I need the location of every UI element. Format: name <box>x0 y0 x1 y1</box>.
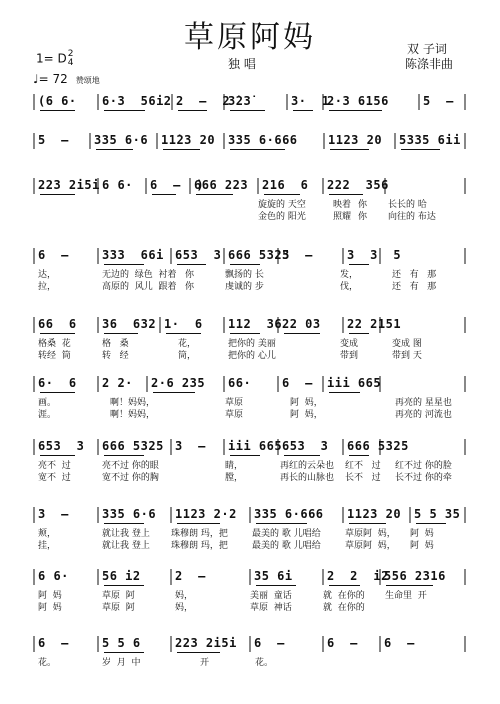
measure: 2 2· <box>102 376 133 390</box>
lyric-2: 长不 过 <box>345 473 381 483</box>
score-row <box>0 567 500 637</box>
measure: 6 – <box>254 636 285 650</box>
lyric-2: 膛， <box>225 473 244 483</box>
measure: 5 – <box>423 94 454 108</box>
beam-line <box>96 149 133 150</box>
lyric-2: 宽不过 你的胸 <box>102 473 159 483</box>
measure: 22 2151 <box>347 317 402 331</box>
measure: 5 – <box>38 133 69 147</box>
measure: 35 6i <box>254 569 293 583</box>
measure: 6 6· <box>102 178 133 192</box>
beam-line <box>330 149 369 150</box>
lyric-1: 开 <box>200 658 210 668</box>
bar-lines <box>0 634 500 658</box>
lyric-2: 伐， <box>340 282 359 292</box>
lyric-1: 花， <box>178 339 197 349</box>
time-signature <box>68 50 74 68</box>
beam-line <box>230 110 265 111</box>
measure: 36 632 <box>102 317 157 331</box>
lyric-1: 长长的 哈 <box>388 200 427 210</box>
beam-line <box>329 392 360 393</box>
measure: 112 36 <box>228 317 283 331</box>
lyric-2: 你 <box>358 212 368 222</box>
measure: iii 665 <box>228 439 283 453</box>
score-row <box>0 246 500 316</box>
lyric-2: 向往的 布达 <box>388 212 436 222</box>
beam-line <box>264 194 300 195</box>
beam-line <box>178 110 207 111</box>
measure: 5 5 6 <box>102 636 141 650</box>
measure: 666 223 <box>194 178 249 192</box>
measure: 3 – <box>38 507 69 521</box>
expression-marking: 赞颂地 <box>75 76 100 85</box>
score-row <box>0 437 500 507</box>
time-bottom: 4 <box>67 58 74 68</box>
lyric-1: 亮不过 你的眼 <box>102 461 159 471</box>
beam-line <box>177 523 220 524</box>
measure: 6·3 56i2 <box>102 94 172 108</box>
lyric-2: 就让我 登上 <box>102 541 150 551</box>
lyric-2: 带到 <box>340 351 359 361</box>
measure: 6 – ) <box>150 178 205 192</box>
measure: 223 2i5i <box>38 178 100 192</box>
measure: 653 3 <box>282 439 329 453</box>
tempo-value: ♩= 72 <box>33 72 68 86</box>
lyric-1: 就 在你的 <box>323 591 365 601</box>
measure: 223 2i5i <box>175 636 237 650</box>
lyric-2: 再亮的 河流也 <box>395 410 452 420</box>
lyric-1: 阿 妈 <box>410 529 434 539</box>
lyric-2: 就 在你的 <box>323 603 365 613</box>
beam-line <box>40 455 75 456</box>
lyric-1: 达， <box>38 270 57 280</box>
lyric-2: 啊！妈妈， <box>110 410 156 420</box>
lyric-2: 长不过 你的牵 <box>395 473 452 483</box>
score-row <box>0 505 500 575</box>
lyric-2: 最美的 歌 儿唱给 <box>252 541 321 551</box>
lyric-1: 再亮的 星星也 <box>395 398 452 408</box>
beam-line <box>196 194 233 195</box>
measure: 335 6·6 <box>94 133 149 147</box>
beam-line <box>40 110 75 111</box>
beam-line <box>40 392 75 393</box>
lyric-2: 阿 妈 <box>410 541 434 551</box>
lyric-1: 飘扬的 长 <box>225 270 264 280</box>
beam-line <box>177 652 220 653</box>
lyric-1: 红不过 你的脸 <box>395 461 452 471</box>
lyric-1: 花。 <box>255 658 274 668</box>
measure: (6 6· <box>38 94 77 108</box>
measure: 1123 2·2 <box>175 507 237 521</box>
lyric-1: 颊， <box>38 529 57 539</box>
beam-line <box>386 585 433 586</box>
beam-line <box>349 523 386 524</box>
beam-line <box>284 333 320 334</box>
score-row <box>0 176 500 246</box>
measure: 6 – <box>38 636 69 650</box>
lyric-1: 美丽 童话 <box>250 591 292 601</box>
measure: 5 5 35 <box>414 507 461 521</box>
lyric-2: 高原的 风儿 跟着 你 <box>102 282 195 292</box>
lyric-1: 变成 <box>340 339 359 349</box>
measure: 653 3 <box>175 248 222 262</box>
lyric-1: 阿 妈， <box>290 398 323 408</box>
beam-line <box>349 333 369 334</box>
measure: 6 – <box>384 636 415 650</box>
lyric-2: 转经 筒 <box>38 351 71 361</box>
beam-line <box>153 392 195 393</box>
lyric-2: 转 经 <box>102 351 129 361</box>
key-signature <box>36 50 73 68</box>
lyric-1: 就让我 登上 <box>102 529 150 539</box>
measure: 3̇23̇ <box>228 94 252 108</box>
measure: 2·6 235 <box>151 376 206 390</box>
lyric-1: 亮不 过 <box>38 461 71 471</box>
lyric-1: 格桑 花 <box>38 339 71 349</box>
beam-line <box>104 110 145 111</box>
lyric-1: 无边的 绿色 衬着 你 <box>102 270 195 280</box>
lyric-1: 睛， <box>225 461 244 471</box>
lyric-1: 草原 <box>225 398 244 408</box>
measure: 2 – 2 <box>176 94 231 108</box>
lyric-1: 旋旋的 天空 <box>258 200 306 210</box>
beam-line <box>256 523 307 524</box>
measure: 3 3 5 <box>347 248 402 262</box>
beam-line <box>104 264 144 265</box>
beam-line <box>230 455 260 456</box>
measure: 66· <box>228 376 252 390</box>
lyric-2: 金色的 阳光 <box>258 212 306 222</box>
beam-line <box>329 194 363 195</box>
lyric-1: 再红的云朵也 <box>280 461 335 471</box>
lyric-2: 带到 天 <box>392 351 422 361</box>
lyric-2: 还 有 那 <box>392 282 437 292</box>
measure: 3 – <box>282 248 313 262</box>
beam-line <box>256 585 296 586</box>
lyric-2: 草原 <box>225 410 244 420</box>
measure: iii 665 <box>327 376 382 390</box>
lyric-2: 涯。 <box>38 410 57 420</box>
measure: 335 6·666 <box>254 507 324 521</box>
measure: 2 – <box>175 569 206 583</box>
beam-line <box>230 333 260 334</box>
beam-line <box>152 194 176 195</box>
measure: 666 5325 <box>228 248 290 262</box>
lyric-2: 珠穆朗 玛，把 <box>171 541 228 551</box>
measure: 222 356 <box>327 178 389 192</box>
measure: 216 6 <box>262 178 309 192</box>
lyric-1: 草原 阿 <box>102 591 135 601</box>
lyric-2: 草原阿 妈， <box>345 541 396 551</box>
lyric-2: 草原 神话 <box>250 603 292 613</box>
lyric-1: 阿 妈 <box>38 591 62 601</box>
lyric-1: 生命里 开 <box>385 591 427 601</box>
measure: 333 66i <box>102 248 164 262</box>
lyric-2: 宽不 过 <box>38 473 71 483</box>
beam-line <box>104 652 144 653</box>
lyric-2: 筒， <box>178 351 197 361</box>
beam-line <box>163 149 200 150</box>
beam-line <box>401 149 440 150</box>
key-label: 1= D <box>36 51 67 66</box>
measure: 66 6 <box>38 317 77 331</box>
measure: 556 2316 <box>384 569 446 583</box>
measure: 6 6· <box>38 569 69 583</box>
beam-line <box>349 455 369 456</box>
measure: 653 3 <box>38 439 85 453</box>
lyric-2: 把你的 心儿 <box>228 351 276 361</box>
beam-line <box>416 523 446 524</box>
measure: 56 i2 <box>102 569 141 583</box>
lyric-1: 格 桑 <box>102 339 129 349</box>
measure: 22 03 <box>282 317 321 331</box>
lyric-1: 变成 图 <box>392 339 422 349</box>
beam-line <box>230 149 285 150</box>
measure: 5335 6ii <box>399 133 461 147</box>
lyric-1: 红不 过 <box>345 461 381 471</box>
measure: 1123 20 <box>328 133 383 147</box>
lyric-2: 虔诚的 步 <box>225 282 264 292</box>
tempo-marking <box>33 72 100 86</box>
beam-line <box>177 264 206 265</box>
score-row <box>0 374 500 444</box>
time-top: 2 <box>67 49 74 59</box>
lyric-2: 阿 妈 <box>38 603 62 613</box>
lyric-2: 照耀 <box>333 212 352 222</box>
measure: 666 5325 <box>347 439 409 453</box>
measure: 6 – <box>38 248 69 262</box>
lyric-1: 啊！妈妈， <box>110 398 156 408</box>
lyric-1: 岁 月 中 <box>102 658 141 668</box>
beam-line <box>104 333 138 334</box>
measure: 2 2 i2 <box>327 569 389 583</box>
beam-line <box>104 585 144 586</box>
beam-line <box>329 585 360 586</box>
lyric-1: 还 有 那 <box>392 270 437 280</box>
lyric-1: 画。 <box>38 398 57 408</box>
composer: 陈涤非曲 <box>405 57 454 71</box>
lyric-2: 草原 阿 <box>102 603 135 613</box>
lyric-2: 妈， <box>175 603 194 613</box>
beam-line <box>104 455 144 456</box>
lyric-1: 发， <box>340 270 359 280</box>
beam-line <box>230 264 260 265</box>
beam-line <box>40 194 75 195</box>
lyric-1: 最美的 歌 儿唱给 <box>252 529 321 539</box>
lyric-2: 拉， <box>38 282 57 292</box>
measure: 335 6·6 <box>102 507 157 521</box>
measure: 6 – <box>327 636 358 650</box>
beam-line <box>329 110 382 111</box>
lyric-2: 再长的山脉也 <box>280 473 335 483</box>
measure: 6 – <box>282 376 313 390</box>
lyric-1: 把你的 美丽 <box>228 339 276 349</box>
lyricist: 双 子词 <box>407 42 447 56</box>
lyric-1: 你 <box>358 200 368 210</box>
measure: 1· 6 <box>164 317 203 331</box>
measure: 2·3 6156 <box>327 94 389 108</box>
measure: 335 6·666 <box>228 133 298 147</box>
measure: 6· 6 <box>38 376 77 390</box>
measure: 3· 1 <box>291 94 330 108</box>
beam-line <box>284 455 320 456</box>
lyric-1: 草原阿 妈， <box>345 529 396 539</box>
measure: 11̇23 20 <box>161 133 216 147</box>
measure: 666 5325 <box>102 439 164 453</box>
performance-type: 独 唱 <box>228 57 256 71</box>
lyric-1: 映着 <box>333 200 352 210</box>
measure: 3 – <box>175 439 206 453</box>
lyric-2: 挂， <box>38 541 57 551</box>
beam-line <box>349 264 369 265</box>
lyric-2: 阿 妈， <box>290 410 323 420</box>
lyric-1: 珠穆朗 玛，把 <box>171 529 228 539</box>
beam-line <box>293 110 313 111</box>
measure: 1123 20 <box>347 507 402 521</box>
beam-line <box>40 333 75 334</box>
score-row <box>0 634 500 704</box>
song-title: 草原阿妈 <box>184 20 316 55</box>
lyric-1: 妈， <box>175 591 194 601</box>
beam-line <box>104 523 144 524</box>
lyric-1: 花。 <box>38 658 57 668</box>
credits <box>405 42 453 72</box>
beam-line <box>166 333 201 334</box>
